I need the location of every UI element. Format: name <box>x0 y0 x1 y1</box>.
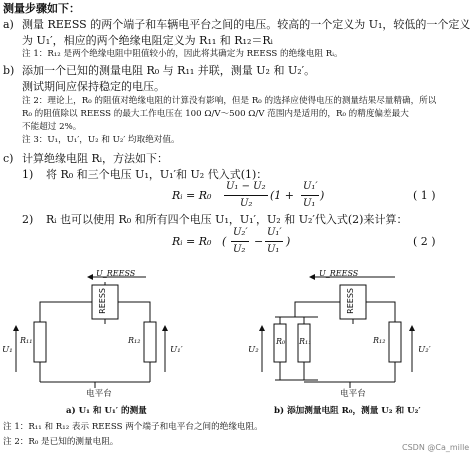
formula2-paren-open: ( <box>222 235 227 248</box>
formula2-n1: U₂′ <box>233 227 248 238</box>
figure-b-caption: b) 添加测量电阻 R₀，测量 U₂ 和 U₂′ <box>274 406 421 416</box>
formula2-lhs: Rᵢ = R₀ <box>172 235 212 248</box>
figure-a-r11 <box>34 322 46 362</box>
formula1-inner-bar <box>301 195 319 196</box>
figure-b-u2p-label: U₂′ <box>418 345 431 355</box>
sub2-text: Rᵢ 也可以使用 R₀ 和所有四个电压 U₁，U₁′，U₂ 和 U₂′代入式(2)来计算： <box>46 213 408 226</box>
formula1-denominator: U₂ <box>240 198 253 209</box>
formula1-inner-numerator: U₁′ <box>303 181 318 192</box>
formula2-minus: − <box>254 235 264 248</box>
figure-a-u1-label: U₁ <box>2 345 13 355</box>
formula1-fraction-bar <box>224 195 268 196</box>
formula2-d2: U₁ <box>267 244 280 255</box>
formula2-number: ( 2 ) <box>413 235 436 248</box>
figure-b-r12 <box>389 322 401 362</box>
formula2-d1: U₂ <box>233 244 246 255</box>
sub1-text: 将 R₀ 和三个电压 U₁，U₁′和 U₂ 代入式(1)： <box>46 168 268 181</box>
formula1-inner-denominator: U₁ <box>303 198 316 209</box>
formula2-paren-close: ) <box>286 235 291 248</box>
figure-b-platform-label: 电平台 <box>340 389 366 399</box>
note-3: 注 3：U₁，U₁′，U₂ 和 U₂′ 均取绝对值。 <box>22 135 180 145</box>
formula1-paren-close: ) <box>320 189 325 202</box>
note-1: 注 1：R₁₂ 是两个绝缘电阻中阻值较小的，因此将其确定为 REESS 的绝缘电阻 Rᵢ。 <box>22 49 343 59</box>
figure-b-u2-label: U₂ <box>248 345 259 355</box>
formula1-paren-open: (1 + <box>270 189 295 202</box>
item-a-line1: 测量 REESS 的两个端子和车辆电平台之间的电压。较高的一个定义为 U₁，较低的一个定义 <box>22 18 471 31</box>
formula1-lhs: Rᵢ = R₀ <box>172 189 212 202</box>
formula2-bar1 <box>231 241 249 242</box>
note-2-line1: 注 2：理论上，R₀ 的阻值对绝缘电阻的计算没有影响，但是 R₀ 的选择应使得电压的测量结果尽量精确，所以 <box>22 96 437 106</box>
figure-a-r11-label: R₁₁ <box>20 336 33 345</box>
sub2-marker: 2) <box>22 213 34 226</box>
item-a-line2: 为 U₁′，相应的两个绝缘电阻定义为 R₁₁ 和 R₁₂＝Rᵢ <box>22 34 273 47</box>
item-a-marker: a) <box>3 18 14 31</box>
figure-a-reess-label: REESS <box>98 288 107 314</box>
figure-a-platform-label: 电平台 <box>86 389 112 399</box>
note-2-line3: 不能超过 2%。 <box>22 122 82 132</box>
figure-a-r12 <box>144 322 156 362</box>
footnote-2: 注 2：R₀ 是已知的测量电阻。 <box>3 437 119 447</box>
figure-b-r12-label: R₁₂ <box>373 336 386 345</box>
item-b-line1: 添加一个已知的测量电阻 R₀ 与 R₁₁ 并联，测量 U₂ 和 U₂′。 <box>22 64 316 77</box>
note-2-line2: R₀ 的阻值除以 REESS 的最大工作电压在 100 Ω/V～500 Ω/V 范围内是适用的，R₀ 的精度偏差最大 <box>22 109 409 119</box>
item-c-line1: 计算绝缘电阻 Rᵢ，方法如下： <box>22 152 168 165</box>
figure-a-ureess-label: U_REESS <box>96 269 136 278</box>
sub1-marker: 1) <box>22 168 34 181</box>
circuit-diagrams <box>0 262 474 412</box>
formula1-numerator: U₁ − U₂ <box>226 181 266 192</box>
figure-a-circuit <box>16 277 165 388</box>
item-b-line2: 测试期间应保持稳定的电压。 <box>22 80 165 93</box>
formula2-bar2 <box>265 241 283 242</box>
figure-b-r11-label: R₁₁ <box>299 337 312 346</box>
item-b-marker: b) <box>3 64 15 77</box>
formula1-number: ( 1 ) <box>413 189 436 202</box>
figure-b-circuit <box>262 277 412 388</box>
figure-b-r0-label: R₀ <box>276 337 286 346</box>
figure-b-ureess-label: U_REESS <box>319 269 359 278</box>
footnote-1: 注 1：R₁₁ 和 R₁₂ 表示 REESS 两个端子和电平台之间的绝缘电阻。 <box>3 422 263 432</box>
formula2-n2: U₁′ <box>267 227 282 238</box>
watermark: CSDN @Ca_mille <box>402 443 470 452</box>
steps-heading: 测量步骤如下： <box>3 2 80 15</box>
figure-b-reess-label: REESS <box>346 288 355 314</box>
figure-a-r12-label: R₁₂ <box>128 336 141 345</box>
figure-a-u1p-label: U₁′ <box>170 345 183 355</box>
figure-a-caption: a) U₁ 和 U₁′ 的测量 <box>66 406 147 416</box>
item-c-marker: c) <box>3 152 14 165</box>
